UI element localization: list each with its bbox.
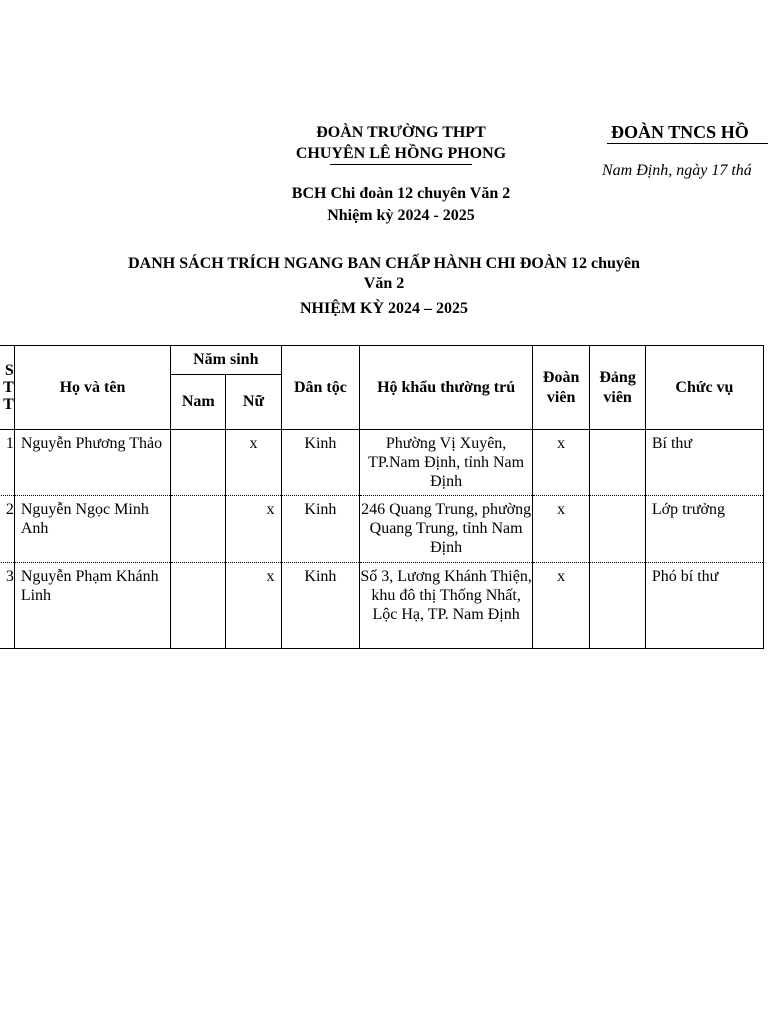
header-left-underline [330,164,472,165]
cell-union-member: x [532,430,589,496]
header-party-member [590,346,645,430]
document-title-line2: Văn 2 [363,275,405,292]
cell-position: Bí thư [645,430,763,496]
cell-stt: 2 [0,496,14,563]
school-union-line2: CHUYÊN LÊ HỒNG PHONG [295,145,507,162]
cell-union-member: x [532,496,589,563]
cell-female: x [226,496,281,563]
cell-union-member: x [532,563,589,649]
document-title-term: NHIỆM KỲ 2024 – 2025 [300,300,468,317]
unit-term: Nhiệm kỳ 2024 - 2025 [327,207,475,224]
header-stt-1: S [4,362,14,379]
header-stt [0,346,14,430]
header-female: Nữ [226,375,281,430]
document-title-line1: DANH SÁCH TRÍCH NGANG BAN CHẤP HÀNH CHI ĐOÀN 12 chuyên [128,255,640,272]
unit-name: BCH Chi đoàn 12 chuyên Văn 2 [291,185,511,202]
header-union-member [532,346,589,430]
cell-party-member [590,430,645,496]
school-union-header [240,122,562,164]
cell-party-member [590,563,645,649]
table-row [0,496,764,563]
cell-male [171,563,226,649]
cell-stt: 1 [0,430,14,496]
cell-stt: 3 [0,563,14,649]
cell-name: Nguyễn Ngọc Minh Anh [14,496,170,563]
header-residence: Hộ khẩu thường trú [360,346,533,430]
header-union-member-2: viên [546,388,576,406]
school-union-line1: ĐOÀN TRƯỜNG THPT [316,124,486,141]
header-ethnicity: Dân tộc [281,346,360,430]
cell-residence: Phường Vị Xuyên, TP.Nam Định, tỉnh Nam Định [360,430,533,496]
cell-residence: Số 3, Lương Khánh Thiện, khu đô thị Thống Nhất, Lộc Hạ, TP. Nam Định [360,563,533,649]
cell-ethnicity: Kinh [281,563,360,649]
youth-union-title: ĐOÀN TNCS HỒ [611,122,749,142]
cell-female: x [226,430,281,496]
cell-position: Phó bí thư [645,563,763,649]
header-party-member-1: Đảng [599,368,636,386]
header-birth-year: Năm sinh [171,346,281,375]
header-right-underline [607,143,768,144]
cell-male [171,496,226,563]
date-line: Nam Định, ngày 17 thá [602,162,752,179]
header-position: Chức vụ [645,346,763,430]
cell-ethnicity: Kinh [281,430,360,496]
cell-name: Nguyễn Phương Thảo [14,430,170,496]
header-stt-3: T [3,396,14,413]
cell-party-member [590,496,645,563]
header-union-member-1: Đoàn [542,368,580,386]
header-male: Nam [171,375,226,430]
committee-table [0,345,764,649]
header-party-member-2: viên [603,388,632,406]
cell-female: x [226,563,281,649]
table-row [0,563,764,649]
table-row [0,430,764,496]
cell-residence: 246 Quang Trung, phường Quang Trung, tỉnh Nam Định [360,496,533,563]
cell-name: Nguyễn Phạm Khánh Linh [14,563,170,649]
cell-ethnicity: Kinh [281,496,360,563]
header-name: Họ và tên [14,346,170,430]
cell-position: Lớp trưởng [645,496,763,563]
header-stt-2: T [3,379,14,396]
cell-male [171,430,226,496]
